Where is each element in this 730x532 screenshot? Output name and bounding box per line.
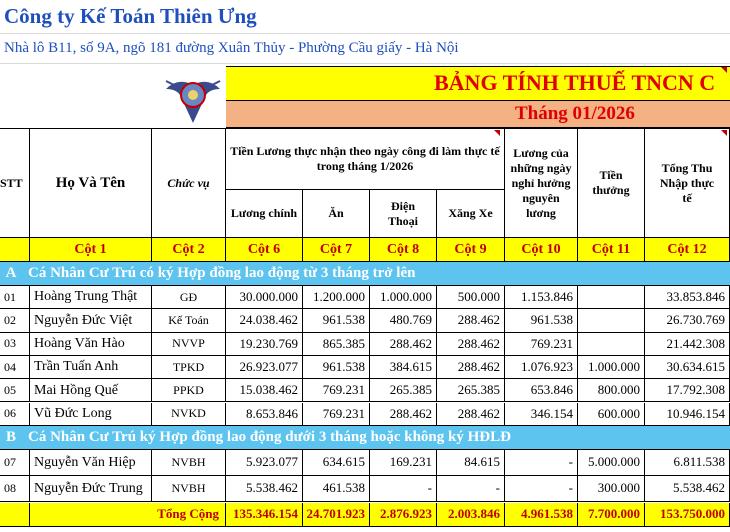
comment-indicator [494, 130, 500, 136]
cell-salary[interactable]: 15.038.462 [226, 379, 303, 402]
col-label: Cột 10 [505, 238, 578, 262]
section-a-header [0, 262, 730, 286]
employee-name[interactable]: Mai Hồng Quế [30, 379, 152, 402]
col-label: Cột 1 [30, 238, 152, 262]
employee-name[interactable]: Vũ Đức Long [30, 403, 152, 426]
cell-fuel[interactable]: - [437, 476, 505, 502]
sheet-gridline [0, 33, 730, 34]
col-label: Cột 7 [303, 238, 370, 262]
header-bonus: Tiền thưởng [578, 129, 645, 238]
cell-phone[interactable]: 480.769 [370, 309, 437, 332]
header-stt: STT [0, 129, 30, 238]
cell-leave-pay[interactable]: 653.846 [505, 379, 578, 402]
employee-name[interactable]: Nguyễn Đức Việt [30, 309, 152, 332]
cell-fuel[interactable]: 288.462 [437, 333, 505, 356]
cell-meal[interactable]: 961.538 [303, 356, 370, 379]
month-bar [226, 101, 730, 128]
header-meal: Ăn [303, 190, 370, 238]
total-leave-pay[interactable]: 4.961.538 [505, 503, 578, 527]
cell-meal[interactable]: 769.231 [303, 379, 370, 402]
cell-meal[interactable]: 961.538 [303, 309, 370, 332]
cell-phone[interactable]: 1.000.000 [370, 286, 437, 309]
cell-leave-pay[interactable]: 346.154 [505, 403, 578, 426]
cell-bonus[interactable] [578, 333, 645, 356]
cell-salary[interactable]: 5.538.462 [226, 476, 303, 502]
cell-bonus[interactable]: 800.000 [578, 379, 645, 402]
col-label: Cột 11 [578, 238, 645, 262]
employee-name[interactable]: Hoàng Văn Hào [30, 333, 152, 356]
cell-meal[interactable]: 865.385 [303, 333, 370, 356]
col-label: Cột 12 [645, 238, 730, 262]
cell-meal[interactable]: 634.615 [303, 450, 370, 476]
col-label: Cột 6 [226, 238, 303, 262]
cell-phone[interactable]: - [370, 476, 437, 502]
employee-name[interactable]: Nguyễn Văn Hiệp [30, 450, 152, 476]
employee-position[interactable]: GĐ [152, 286, 226, 309]
row-stt[interactable]: 08 [0, 476, 30, 502]
comment-indicator [721, 67, 727, 73]
employee-position[interactable]: Kế Toán [152, 309, 226, 332]
section-b-header [0, 426, 730, 450]
employee-position[interactable]: PPKD [152, 379, 226, 402]
total-fuel[interactable]: 2.003.846 [437, 503, 505, 527]
cell-total-income[interactable]: 5.538.462 [645, 476, 730, 502]
header-phone: Điện Thoại [370, 190, 437, 238]
cell-total-income[interactable]: 33.853.846 [645, 286, 730, 309]
cell-phone[interactable]: 265.385 [370, 379, 437, 402]
row-stt[interactable]: 02 [0, 309, 30, 332]
cell-phone[interactable]: 288.462 [370, 333, 437, 356]
employee-position[interactable]: NVKD [152, 403, 226, 426]
cell-total-income[interactable]: 21.442.308 [645, 333, 730, 356]
row-stt[interactable]: 07 [0, 450, 30, 476]
row-stt[interactable]: 01 [0, 286, 30, 309]
header-name: Họ Và Tên [30, 129, 152, 238]
employee-name[interactable]: Hoàng Trung Thật [30, 286, 152, 309]
cell-bonus[interactable]: 5.000.000 [578, 450, 645, 476]
company-address: Nhà lô B11, số 9A, ngõ 181 đường Xuân Thủy - Phường Cầu giấy - Hà Nội [4, 40, 459, 56]
cell-total-income[interactable]: 17.792.308 [645, 379, 730, 402]
cell-fuel[interactable]: 288.462 [437, 356, 505, 379]
cell-bonus[interactable]: 600.000 [578, 403, 645, 426]
cell-fuel[interactable]: 288.462 [437, 309, 505, 332]
cell-total-income[interactable]: 10.946.154 [645, 403, 730, 426]
cell-total-income[interactable]: 6.811.538 [645, 450, 730, 476]
header-position: Chức vụ [152, 129, 226, 238]
employee-position[interactable]: NVBH [152, 476, 226, 502]
row-stt[interactable]: 05 [0, 379, 30, 402]
total-salary[interactable]: 135.346.154 [226, 503, 303, 527]
cell-bonus[interactable]: 300.000 [578, 476, 645, 502]
cell-leave-pay[interactable]: 1.076.923 [505, 356, 578, 379]
cell-bonus[interactable] [578, 309, 645, 332]
row-stt[interactable]: 04 [0, 356, 30, 379]
cell-total-income[interactable]: 30.634.615 [645, 356, 730, 379]
cell-fuel[interactable]: 265.385 [437, 379, 505, 402]
col-label: Cột 9 [437, 238, 505, 262]
col-label-stt [0, 238, 30, 262]
report-title-bar [226, 66, 730, 101]
cell-fuel[interactable]: 84.615 [437, 450, 505, 476]
cell-salary[interactable]: 5.923.077 [226, 450, 303, 476]
section-letter: B [5, 429, 16, 445]
employee-position[interactable]: NVBH [152, 450, 226, 476]
header-fuel: Xăng Xe [437, 190, 505, 238]
section-letter: A [5, 265, 17, 281]
cell-total-income[interactable]: 26.730.769 [645, 309, 730, 332]
total-phone[interactable]: 2.876.923 [370, 503, 437, 527]
company-logo [162, 67, 224, 129]
employee-name[interactable]: Nguyễn Đức Trung [30, 476, 152, 502]
cell-phone[interactable]: 288.462 [370, 403, 437, 426]
col-label: Cột 8 [370, 238, 437, 262]
total-income[interactable]: 153.750.000 [645, 503, 730, 527]
row-stt[interactable]: 03 [0, 333, 30, 356]
header-salary-group: Tiền Lương thực nhận theo ngày công đi làm thực tế trong tháng 1/2026 [226, 129, 505, 190]
cell-leave-pay[interactable]: - [505, 476, 578, 502]
cell-bonus[interactable] [578, 286, 645, 309]
col-label: Cột 2 [152, 238, 226, 262]
employee-name[interactable]: Trần Tuấn Anh [30, 356, 152, 379]
cell-bonus[interactable]: 1.000.000 [578, 356, 645, 379]
employee-position[interactable]: NVVP [152, 333, 226, 356]
total-stt [0, 503, 30, 527]
cell-phone[interactable]: 384.615 [370, 356, 437, 379]
cell-salary[interactable]: 30.000.000 [226, 286, 303, 309]
header-total-income: Tổng Thu Nhập thực tế [645, 129, 730, 238]
report-title: BẢNG TÍNH THUẾ TNCN C [434, 70, 716, 95]
header-salary: Lương chính [226, 190, 303, 238]
header-leave-pay: Lương của những ngày nghỉ hưởng nguyên lương [505, 129, 578, 238]
cell-salary[interactable]: 8.653.846 [226, 403, 303, 426]
cell-fuel[interactable]: 288.462 [437, 403, 505, 426]
cell-fuel[interactable]: 500.000 [437, 286, 505, 309]
cell-leave-pay[interactable]: - [505, 450, 578, 476]
cell-leave-pay[interactable]: 769.231 [505, 333, 578, 356]
section-title: Cá Nhân Cư Trú ký Hợp đồng lao động dưới 3 tháng hoặc không ký HĐLĐ [28, 429, 511, 445]
report-month: Tháng 01/2026 [515, 103, 635, 124]
total-bonus[interactable]: 7.700.000 [578, 503, 645, 527]
cell-leave-pay[interactable]: 1.153.846 [505, 286, 578, 309]
cell-meal[interactable]: 461.538 [303, 476, 370, 502]
cell-meal[interactable]: 1.200.000 [303, 286, 370, 309]
cell-meal[interactable]: 769.231 [303, 403, 370, 426]
company-name: Công ty Kế Toán Thiên Ưng [4, 4, 257, 28]
section-title: Cá Nhân Cư Trú có ký Hợp đồng lao động từ 3 tháng trở lên [28, 265, 416, 281]
cell-salary[interactable]: 19.230.769 [226, 333, 303, 356]
sheet-gridline [0, 63, 730, 64]
total-label: Tổng Cộng [30, 503, 226, 527]
employee-position[interactable]: TPKD [152, 356, 226, 379]
cell-salary[interactable]: 26.923.077 [226, 356, 303, 379]
total-meal[interactable]: 24.701.923 [303, 503, 370, 527]
cell-leave-pay[interactable]: 961.538 [505, 309, 578, 332]
cell-phone[interactable]: 169.231 [370, 450, 437, 476]
cell-salary[interactable]: 24.038.462 [226, 309, 303, 332]
row-stt[interactable]: 06 [0, 403, 30, 426]
comment-indicator [721, 130, 727, 136]
